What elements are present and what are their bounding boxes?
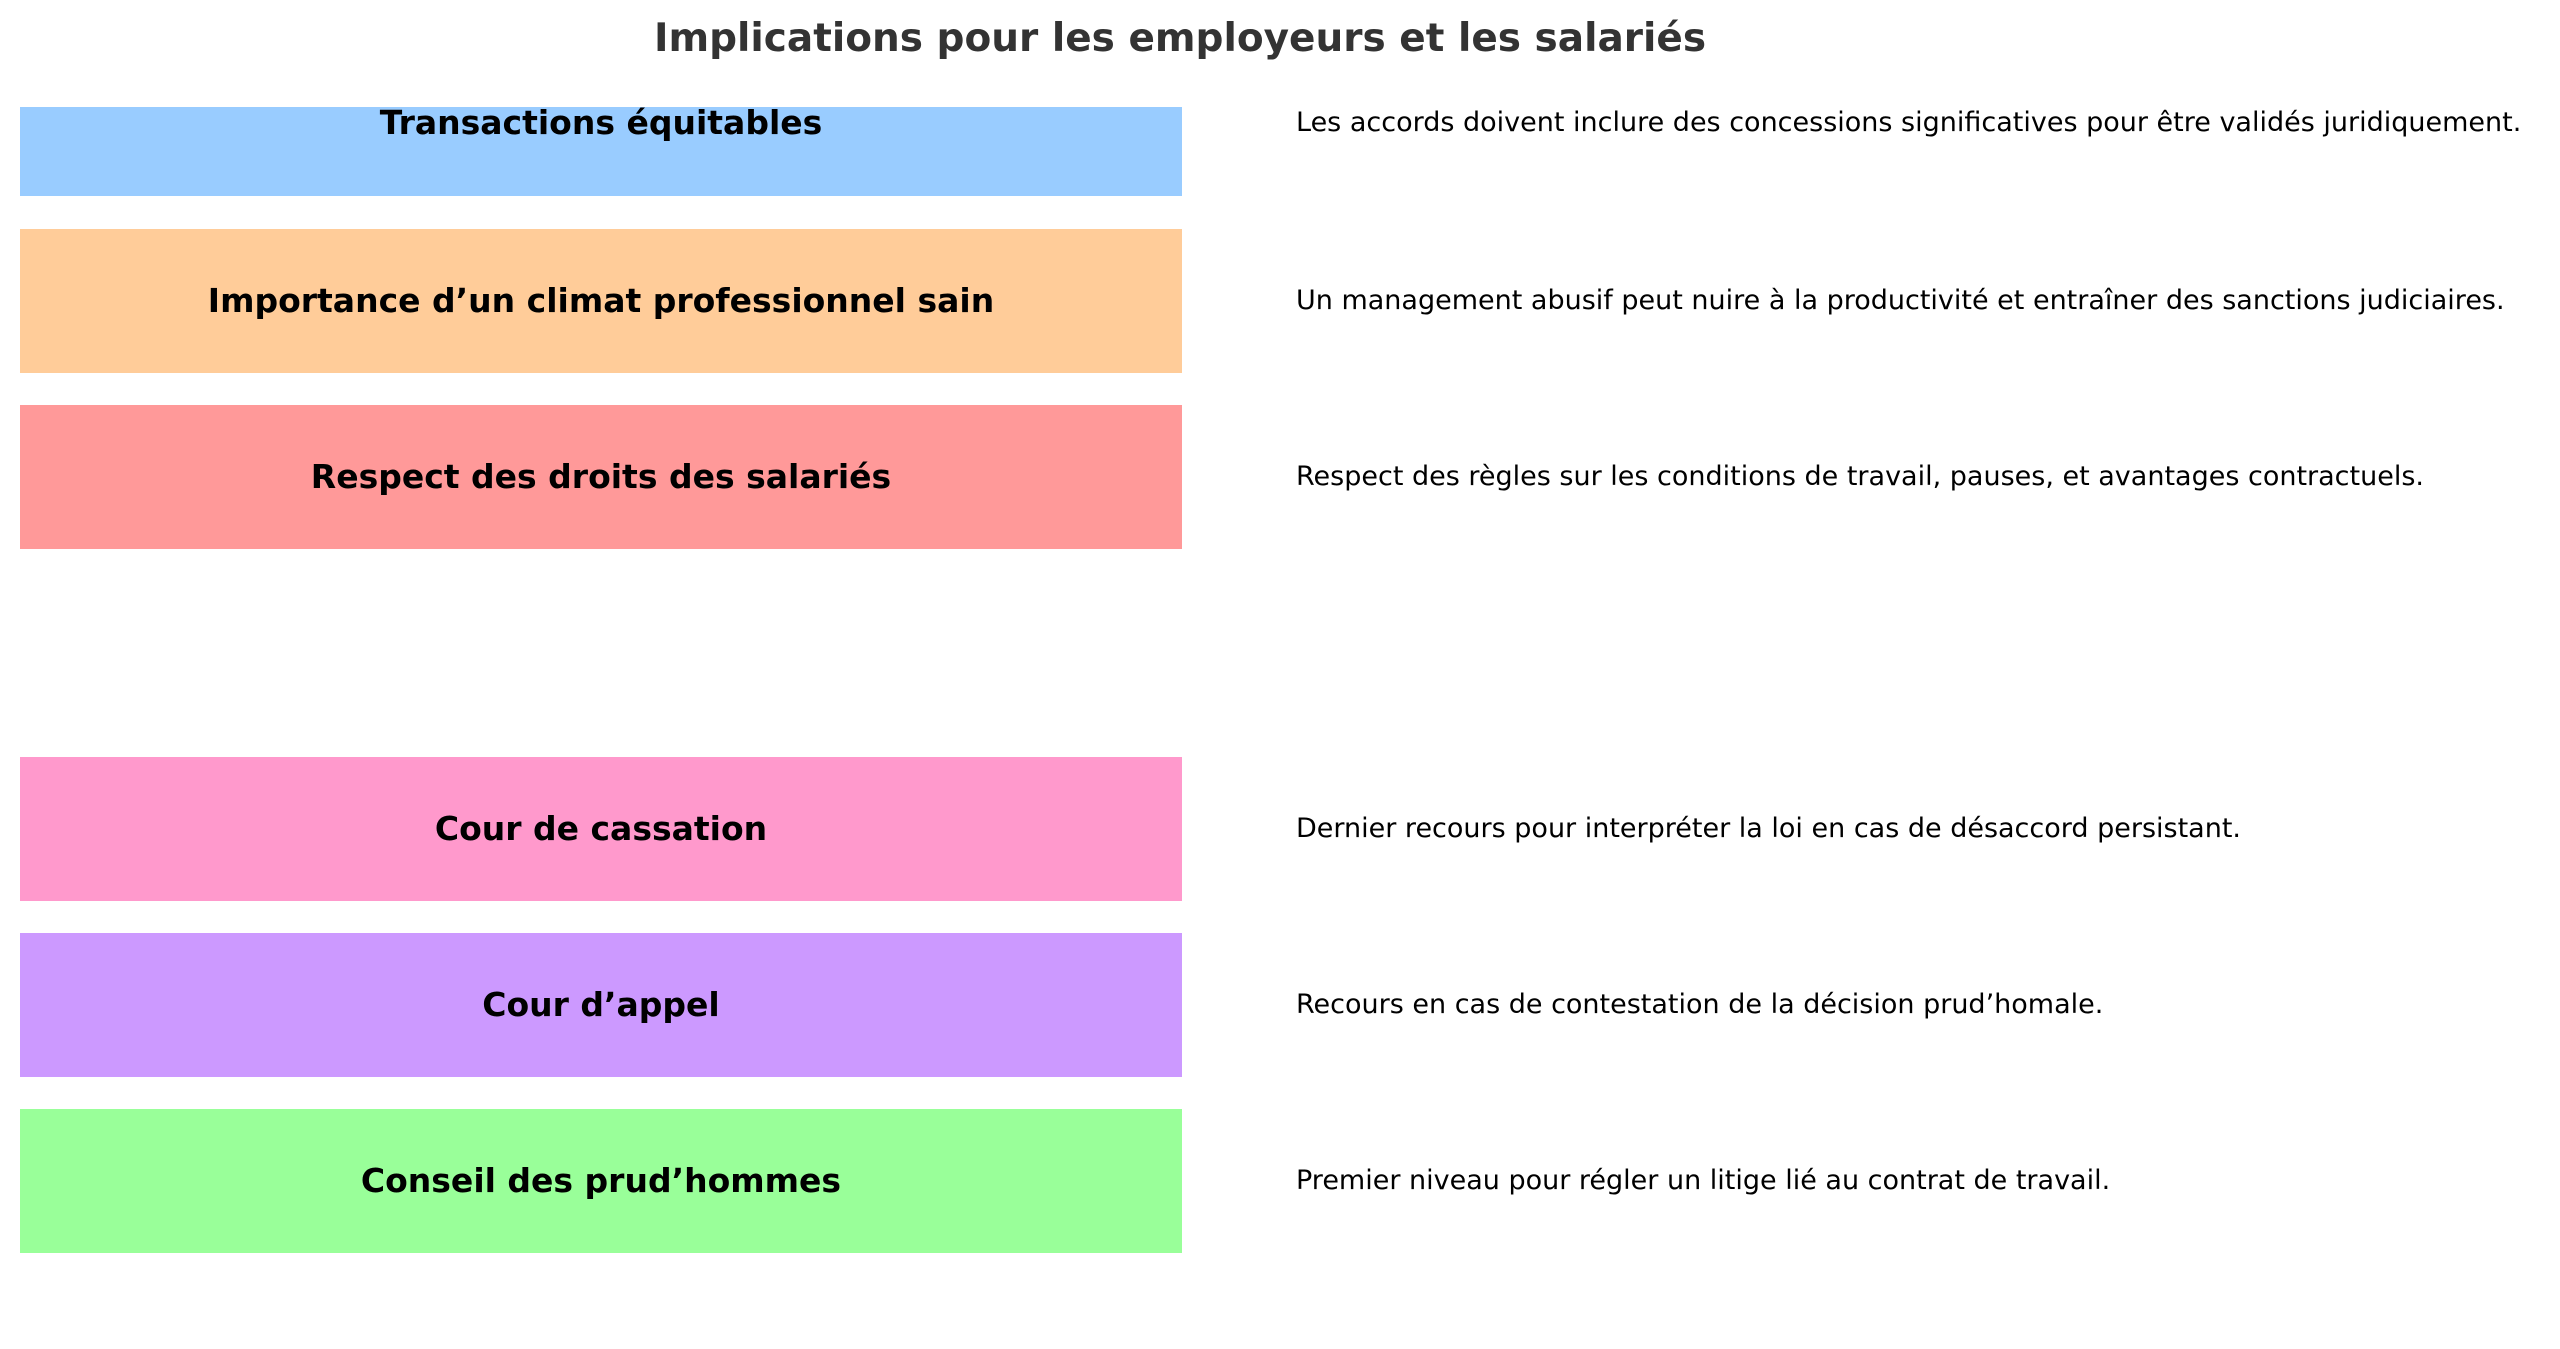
desc-droits-salaries: Respect des règles sur les conditions de travail, pauses, et avantages contractuels. [1296, 461, 2424, 492]
bar-label-cour-d-appel: Cour d’appel [482, 985, 720, 1024]
bar-label-droits-salaries: Respect des droits des salariés [310, 457, 892, 496]
desc-cour-de-cassation: Dernier recours pour interpréter la loi en cas de désaccord persistant. [1296, 813, 2242, 844]
bar-label-conseil-prudhommes: Conseil des prud’hommes [360, 1161, 842, 1200]
desc-climat-professionnel: Un management abusif peut nuire à la productivité et entraîner des sanctions judiciaires. [1296, 285, 2505, 316]
desc-cour-d-appel: Recours en cas de contestation de la décision prud’homale. [1296, 989, 2104, 1020]
bar-label-climat-professionnel: Importance d’un climat professionnel sain [207, 281, 995, 320]
desc-conseil-prudhommes: Premier niveau pour régler un litige lié au contrat de travail. [1296, 1165, 2111, 1196]
bar-label-cour-de-cassation: Cour de cassation [434, 809, 768, 848]
diagram-title: Implications pour les employeurs et les salariés [653, 16, 1707, 61]
bar-label-transactions-equitables: Transactions équitables [379, 103, 823, 142]
desc-transactions-equitables: Les accords doivent inclure des concessions significatives pour être validés juridiquement. [1296, 107, 2522, 138]
